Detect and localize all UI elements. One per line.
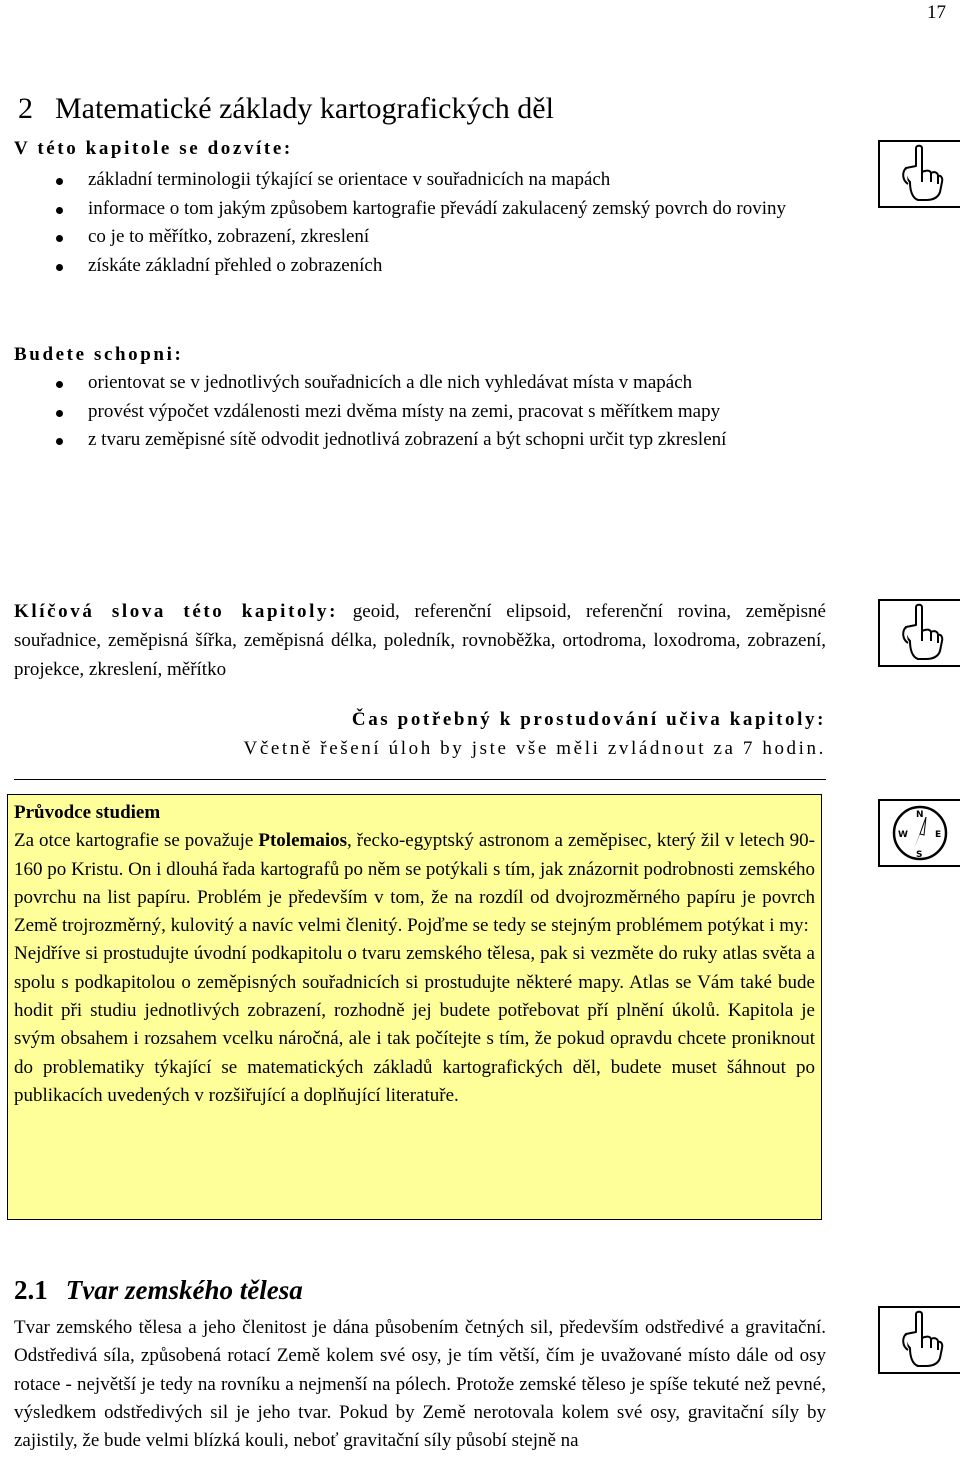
page-number: 17 (927, 2, 946, 23)
compass-s-label: S (916, 850, 923, 860)
chapter-number: 2 (18, 92, 33, 125)
list-item: provést výpočet vzdálenosti mezi dvěma místy na zemi, pracovat s měřítkem mapy (56, 398, 828, 427)
bullet-icon (56, 235, 63, 242)
section-title (14, 1275, 303, 1306)
list-item: co je to měřítko, zobrazení, zkreslení (56, 223, 828, 252)
keywords-heading: Klíčová slova této kapitoly: (14, 601, 338, 622)
chapter-title (18, 91, 554, 127)
able-heading: Budete schopni: (14, 344, 184, 365)
bullet-icon (56, 381, 63, 388)
bullet-icon (56, 178, 63, 185)
bullet-icon (56, 264, 63, 271)
study-guide-heading: Průvodce studiem (14, 802, 161, 823)
pointing-hand-icon (878, 1306, 960, 1374)
bullet-icon (56, 438, 63, 445)
keywords-text: geoid, referenční elipsoid, referenční rovina, zeměpisné souřadnice, zeměpisná šířka, zeměpisná délka, poledník, rovnoběžka, ortodroma, loxodroma, zobrazení, projekce, zkreslení, měřítko (14, 601, 826, 680)
time-heading: Čas potřebný k prostudování učiva kapitoly: (351, 709, 826, 730)
section-number: 2.1 (14, 1275, 48, 1305)
compass-icon (878, 799, 960, 867)
list-item: získáte základní přehled o zobrazeních (56, 252, 828, 281)
list-item: informace o tom jakým způsobem kartografie převádí zakulacený zemský povrch do roviny (56, 195, 828, 224)
compass-w-label: W (898, 830, 908, 840)
list-item: z tvaru zeměpisné sítě odvodit jednotlivá zobrazení a být schopni určit typ zkreslení (56, 426, 828, 455)
able-list (56, 369, 828, 455)
compass-n-label: N (916, 810, 924, 820)
pointing-hand-icon (878, 599, 960, 667)
divider (14, 779, 826, 780)
section-title-text: Tvar zemského tělesa (65, 1275, 303, 1305)
section-text: Tvar zemského tělesa a jeho členitost je dána působením četných sil, především odstředivé a gravitační. Odstředivá síla, způsobená rotací Země kolem své osy, je tím větší, čím je uvažované místo dále od osy rotace - největší je tedy na rovníku a nejmenší na pólech. Protože zemské těleso je spíše tekuté než pevné, výsledkem odstředivých sil je jeho tvar. Pokud by Země nerotovala kolem své osy, gravitační síly by zajistily, že bude velmi blízká kouli, neboť gravitační síly působí stejně na (14, 1317, 826, 1452)
time-text: Včetně řešení úloh by jste vše měli zvládnout za 7 hodin. (243, 738, 826, 759)
keywords (14, 597, 826, 684)
study-guide-box (7, 794, 822, 1220)
chapter-title-text: Matematické základy kartografických děl (55, 92, 554, 125)
list-item: orientovat se v jednotlivých souřadnicích a dle nich vyhledávat místa v mapách (56, 369, 828, 398)
learn-heading: V této kapitole se dozvíte: (14, 138, 293, 159)
pointing-hand-icon (878, 140, 960, 208)
study-guide-paragraph: Nejdříve si prostudujte úvodní podkapitolu o tvaru zemského tělesa, pak si vezměte do ruky atlas světa a spolu s podkapitolou o zeměpisných souřadnicích si prostudujte některé mapy. Atlas se Vám také bude hodit při studiu jednotlivých zobrazení, rozhodně jej budete potřebovat pří plnění úkolů. Kapitola je svým obsahem i rozsahem vcelku náročná, ale i tak počítejte s tím, že pokud opravdu chcete proniknout do problematiky týkající se matematických základů kartografických děl, budete muset šáhnout po publikacích uvedených v rozšiřující a doplňující literatuře. (14, 943, 815, 1106)
study-guide-paragraph: Za otce kartografie se považuje Ptolemaios, řecko-egyptský astronom a zeměpisec, který žil v letech 90-160 po Kristu. On i dlouhá řada kartografů po něm se potýkali s tím, jak znázornit podrobnosti zemského povrchu na list papíru. Problém je především v tom, že na rozdíl od dvojrozměrného papíru je povrch Země trojrozměrný, kulovitý a navíc velmi členitý. Pojďme se tedy se stejným problémem potýkat i my: (14, 830, 815, 937)
compass-e-label: E (935, 830, 942, 840)
ptolemaios-name: Ptolemaios (258, 830, 348, 852)
learn-list (56, 166, 828, 281)
bullet-icon (56, 410, 63, 417)
bullet-icon (56, 207, 63, 214)
list-item: základní terminologii týkající se orientace v souřadnicích na mapách (56, 166, 828, 195)
